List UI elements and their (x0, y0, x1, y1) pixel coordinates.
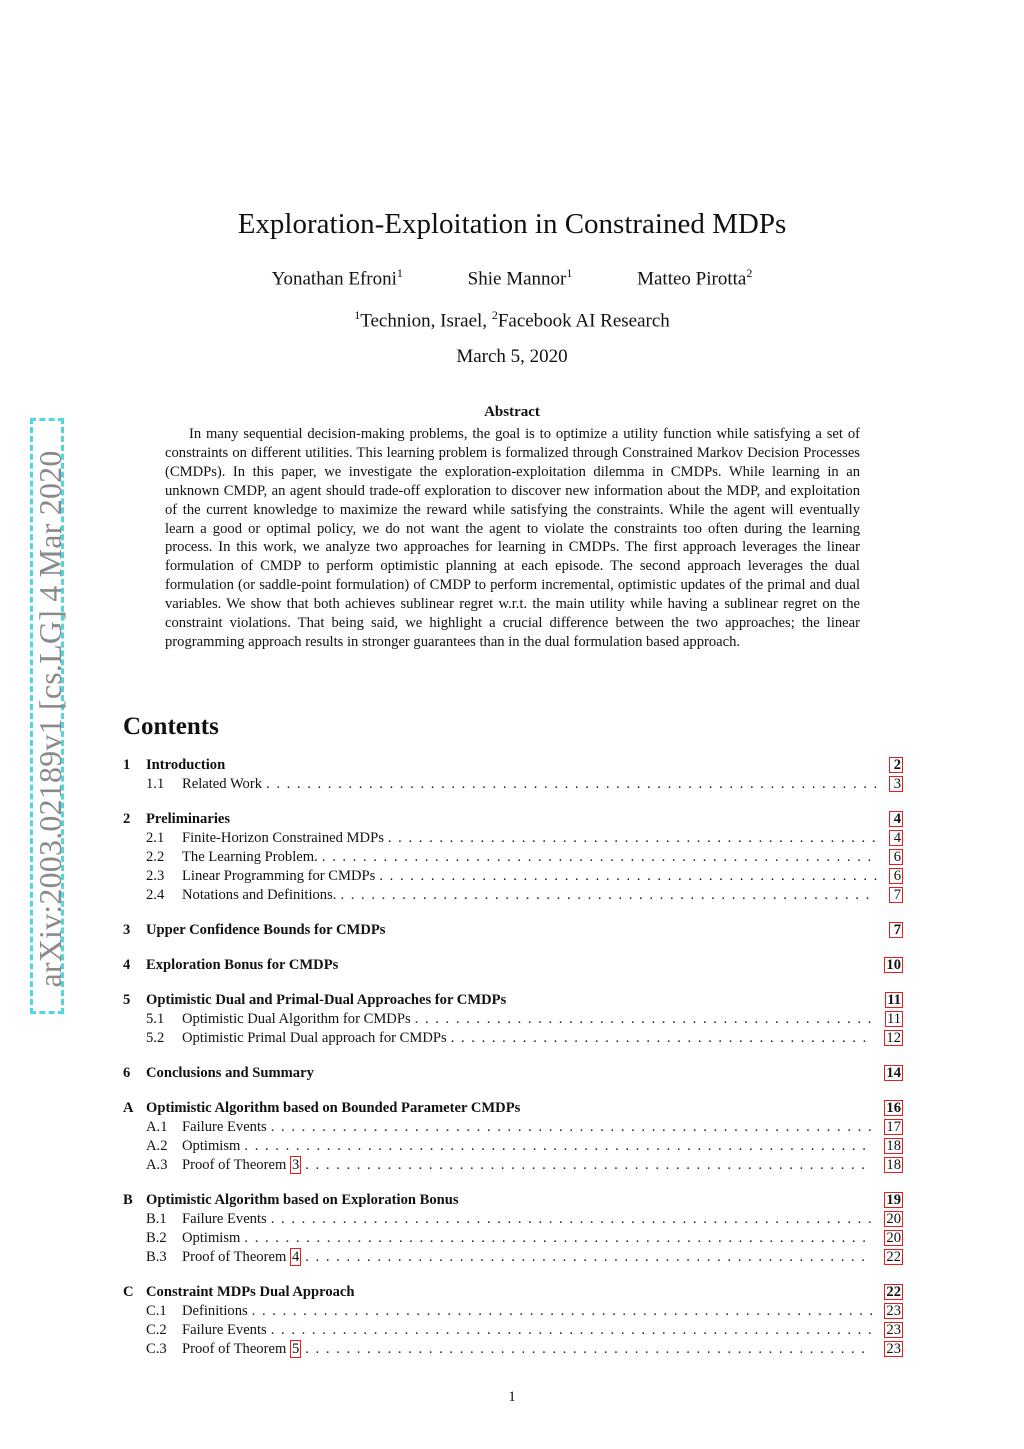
toc-leader-dots (252, 1303, 873, 1320)
contents-heading: Contents (123, 713, 219, 740)
toc-subsection-number: 2.1 (146, 830, 165, 846)
abstract-text: In many sequential decision-making problems, the goal is to optimize a utility function while satisfying a set of constraints on different utilities. This learning problem is formalized through Constrained Markov Decision Processes (CMDPs). In this paper, we investigate the exploration-exploitation dilemma in CMDPs. While learning in an unknown CMDP, an agent should trade-off exploration to discover new information about the MDP, and exploitation of the current knowledge to maximize the reward while satisfying the constraints. While the agent will eventually learn a good or optimal policy, we do not want the agent to violate the constraints too often during the learning process. In this work, we analyze two approaches for learning in CMDPs. The first approach leverages the linear formulation of CMDP to perform optimistic planning at each episode. The second approach leverages the dual formulation (or saddle-point formulation) of CMDP to perform incremental, optimistic updates of the primal and dual variables. We show that both achieves sublinear regret w.r.t. the main utility while having a sublinear regret on the constraint violations. That being said, we highlight a crucial difference between the two approaches; the linear programming approach results in stronger guarantees than in the dual formulation based approach. (165, 426, 860, 650)
toc-subsection[interactable] (123, 1138, 903, 1157)
toc-leader-dots (388, 830, 877, 847)
affiliations: $^1$Technion, Israel, $^2$Facebook AI Research (354, 308, 670, 332)
toc-subsection[interactable] (123, 776, 903, 795)
page-number: 1 (508, 1389, 516, 1405)
toc-subsection[interactable] (123, 1230, 903, 1249)
toc-subsection-number: 2.3 (146, 868, 165, 884)
toc-subsection-number: 2.4 (146, 887, 165, 903)
toc-section-number: B (123, 1192, 133, 1208)
toc-page-link[interactable]: 20 (886, 1211, 901, 1227)
toc-subsection-title: The Learning Problem. (182, 849, 318, 865)
toc-subsection[interactable] (123, 849, 903, 868)
toc-section-number: 1 (123, 757, 131, 773)
toc-section[interactable] (123, 1065, 903, 1084)
toc-leader-dots (271, 1211, 873, 1228)
toc-page-link[interactable]: 18 (886, 1138, 901, 1154)
toc-subsection-title: Notations and Definitions. (182, 887, 337, 903)
toc-subsection-number: A.2 (146, 1138, 168, 1154)
author: Matteo Pirotta$^2$ (637, 266, 753, 290)
toc-leader-dots (244, 1230, 872, 1247)
toc-page-link[interactable]: 22 (886, 1284, 901, 1300)
toc-subsection[interactable] (123, 1341, 903, 1360)
toc-page-link[interactable]: 14 (886, 1065, 901, 1081)
toc-subsection-number: 1.1 (146, 776, 165, 792)
toc-subsection[interactable] (123, 1030, 903, 1049)
toc-subsection-title: Linear Programming for CMDPs (182, 868, 376, 884)
toc-subsection-title: Proof of Theorem 4 (182, 1249, 300, 1265)
toc-subsection[interactable] (123, 1119, 903, 1138)
toc-section[interactable] (123, 992, 903, 1011)
toc-subsection-number: 5.2 (146, 1030, 165, 1046)
toc-section[interactable] (123, 957, 903, 976)
toc-subsection-number: A.1 (146, 1119, 168, 1135)
toc-section-title: Optimistic Dual and Primal-Dual Approaches for CMDPs (146, 992, 507, 1008)
toc-section-number: 5 (123, 992, 131, 1008)
toc-subsection-title: Optimism (182, 1230, 241, 1246)
arxiv-stamp-text: arXiv:2003.02189v1 [cs.LG] 4 Mar 2020 (31, 450, 68, 988)
toc-section-number: 2 (123, 811, 131, 827)
toc-leader-dots (244, 1138, 872, 1155)
toc-section-number: 3 (123, 922, 131, 938)
toc-subsection[interactable] (123, 830, 903, 849)
toc-page-link[interactable]: 18 (886, 1157, 901, 1173)
toc-leader-dots (451, 1030, 873, 1047)
toc-subsection[interactable] (123, 1322, 903, 1341)
toc-page-link[interactable]: 20 (886, 1230, 901, 1246)
toc-section-title: Upper Confidence Bounds for CMDPs (146, 922, 386, 938)
toc-section-title: Optimistic Algorithm based on Bounded Parameter CMDPs (146, 1100, 521, 1116)
toc-subsection[interactable] (123, 1157, 903, 1176)
toc-page-link[interactable]: 4 (889, 811, 903, 827)
toc-subsection-title: Definitions (182, 1303, 248, 1319)
toc-subsection[interactable] (123, 1011, 903, 1030)
toc-subsection-title: Proof of Theorem 3 (182, 1157, 300, 1173)
toc-section-title: Introduction (146, 757, 226, 773)
toc-leader-dots (271, 1322, 873, 1339)
toc-page-link[interactable]: 19 (886, 1192, 901, 1208)
author: Yonathan Efroni$^1$ (271, 266, 403, 290)
abstract-heading: Abstract (484, 404, 540, 420)
toc-page-link[interactable]: 11 (886, 1011, 901, 1027)
toc-subsection-number: B.3 (146, 1249, 167, 1265)
toc-section[interactable] (123, 1100, 903, 1119)
toc-section-number: C (123, 1284, 134, 1300)
toc-subsection[interactable] (123, 1303, 903, 1322)
toc-page-link[interactable]: 6 (889, 868, 903, 884)
toc-page-link[interactable]: 11 (887, 992, 901, 1008)
theorem-ref-link[interactable]: 4 (291, 1249, 300, 1265)
toc-subsection[interactable] (123, 887, 903, 906)
toc-leader-dots (379, 868, 877, 885)
author-list (0, 266, 1024, 290)
toc-subsection-number: C.3 (146, 1341, 167, 1357)
toc-page-link[interactable]: 23 (886, 1322, 901, 1338)
toc-section-number: A (123, 1100, 134, 1116)
toc-page-link[interactable]: 10 (886, 957, 901, 973)
toc-page-link[interactable]: 7 (889, 887, 903, 903)
toc-page-link[interactable]: 17 (886, 1119, 901, 1135)
toc-subsection-number: C.2 (146, 1322, 167, 1338)
toc-subsection[interactable] (123, 1249, 903, 1268)
toc-subsection-title: Failure Events (182, 1322, 267, 1338)
toc-section-number: 6 (123, 1065, 131, 1081)
toc-subsection-title: Optimism (182, 1138, 241, 1154)
toc-section[interactable] (123, 757, 903, 776)
table-of-contents (123, 757, 903, 1360)
toc-subsection-number: C.1 (146, 1303, 167, 1319)
arxiv-stamp[interactable] (30, 418, 68, 1014)
toc-page-link[interactable]: 12 (886, 1030, 901, 1046)
toc-section[interactable] (123, 1192, 903, 1211)
toc-subsection[interactable] (123, 1211, 903, 1230)
toc-leader-dots (305, 1249, 872, 1266)
toc-subsection-title: Optimistic Dual Algorithm for CMDPs (182, 1011, 411, 1027)
toc-leader-dots (305, 1157, 872, 1174)
toc-leader-dots (322, 849, 877, 866)
toc-page-link[interactable]: 23 (886, 1303, 901, 1319)
toc-page-link[interactable]: 3 (889, 776, 903, 792)
toc-section[interactable] (123, 922, 903, 941)
toc-section-number: 4 (123, 957, 131, 973)
toc-section-title: Conclusions and Summary (146, 1065, 314, 1081)
toc-leader-dots (340, 887, 877, 904)
toc-subsection-title: Failure Events (182, 1211, 267, 1227)
toc-subsection-title: Failure Events (182, 1119, 267, 1135)
toc-subsection[interactable] (123, 868, 903, 887)
toc-subsection-number: 5.1 (146, 1011, 165, 1027)
toc-section-title: Optimistic Algorithm based on Exploration Bonus (146, 1192, 459, 1208)
toc-subsection-number: B.1 (146, 1211, 167, 1227)
toc-section-title: Constraint MDPs Dual Approach (146, 1284, 355, 1300)
toc-page-link[interactable]: 4 (889, 830, 903, 846)
toc-subsection-number: A.3 (146, 1157, 168, 1173)
toc-page-link[interactable]: 2 (889, 757, 903, 773)
toc-leader-dots (305, 1341, 872, 1358)
toc-leader-dots (266, 776, 877, 793)
toc-page-link[interactable]: 7 (889, 922, 903, 938)
toc-subsection-title: Related Work (182, 776, 263, 792)
toc-leader-dots (415, 1011, 873, 1028)
theorem-ref-link[interactable]: 5 (291, 1341, 300, 1357)
toc-subsection-title: Finite-Horizon Constrained MDPs (182, 830, 384, 846)
toc-leader-dots (271, 1119, 873, 1136)
paper-date: March 5, 2020 (456, 346, 568, 367)
toc-section-title: Preliminaries (146, 811, 231, 827)
toc-subsection-number: 2.2 (146, 849, 165, 865)
toc-subsection-title: Proof of Theorem 5 (182, 1341, 300, 1357)
toc-section[interactable] (123, 811, 903, 830)
toc-page-link[interactable]: 23 (886, 1341, 901, 1357)
toc-subsection-number: B.2 (146, 1230, 167, 1246)
toc-page-link[interactable]: 22 (886, 1249, 901, 1265)
author: Shie Mannor$^1$ (467, 266, 573, 290)
toc-section[interactable] (123, 1284, 903, 1303)
toc-subsection-title: Optimistic Primal Dual approach for CMDPs (182, 1030, 447, 1046)
toc-page-link[interactable]: 6 (889, 849, 903, 865)
theorem-ref-link[interactable]: 3 (291, 1157, 300, 1173)
paper-title: Exploration-Exploitation in Constrained MDPs (237, 208, 787, 240)
toc-section-title: Exploration Bonus for CMDPs (146, 957, 339, 973)
toc-page-link[interactable]: 16 (886, 1100, 901, 1116)
